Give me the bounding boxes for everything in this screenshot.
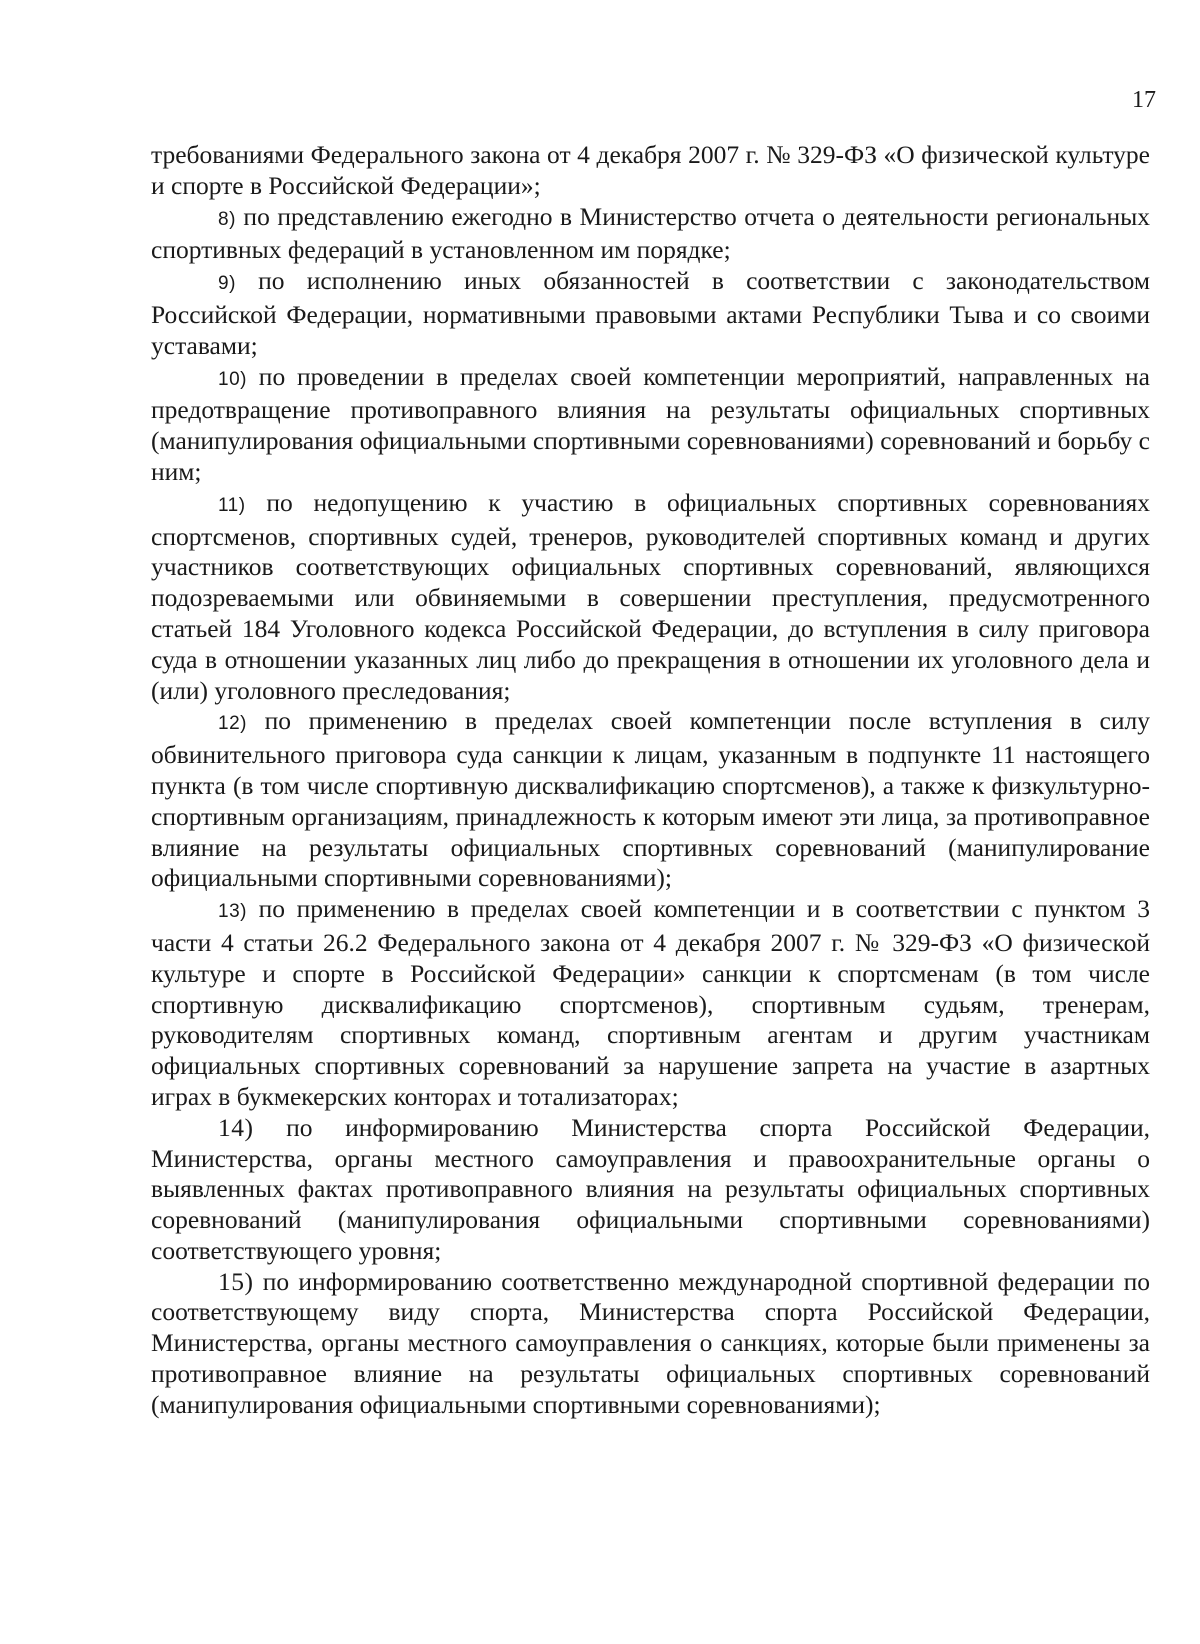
page-number: 17 xyxy=(1132,87,1156,113)
item-number: 14) xyxy=(218,1112,254,1142)
item-number: 13) xyxy=(218,901,247,923)
paragraph-text: по применению в пределах своей компетенции после вступления в силу обвинительного приговора суда санкции к лицам, указанным в подпункте 11 настоящего пункта (в том числе спортивную дисквалификацию спортсменов), а также к физкультурно-спортивным организациям, принадлежность к которым имеют эти лица, за противоправное влияние на результаты официальных спортивных соревнований (манипулирование официальными спортивными соревнованиями); xyxy=(151,706,1150,893)
paragraph-item-9 xyxy=(151,266,1150,361)
paragraph-item-11 xyxy=(151,488,1150,707)
item-number: 12) xyxy=(218,713,247,735)
paragraph-item-10 xyxy=(151,362,1150,488)
paragraph-text: по информированию соответственно международной спортивной федерации по соответствующему виду спорта, Министерства спорта Российской Федерации, Министерства, органы местного самоуправления о санкциях, которые были применены за противоправное влияние на результаты официальных спортивных соревнований (манипулирования официальными спортивными соревнованиями); xyxy=(151,1266,1151,1419)
paragraph-item-14 xyxy=(151,1113,1150,1267)
item-number: 8) xyxy=(218,208,236,230)
paragraph-text: требованиями Федерального закона от 4 декабря 2007 г. № 329-ФЗ «О физической культуре и спорте в Российской Федерации»; xyxy=(151,140,1150,200)
item-number: 11) xyxy=(218,494,246,516)
paragraph-text: по недопущению к участию в официальных спортивных соревнованиях спортсменов, спортивных судей, тренеров, руководителей спортивных команд и других участников соответствующих официальных спортивных соревнований, являющихся подозреваемыми или обвиняемыми в совершении преступления, предусмотренного статьей 184 Уголовного кодекса Российской Федерации, до вступления в силу приговора суда в отношении указанных лиц либо до прекращения в отношении их уголовного дела и (или) уголовного преследования; xyxy=(151,487,1151,705)
paragraph-text: по применению в пределах своей компетенции и в соответствии с пунктом 3 части 4 статьи 26.2 Федерального закона от 4 декабря 2007 г. № 329-ФЗ «О физической культуре и спорте в Российской Федерации» санкции к спортсменам (в том числе спортивную дисквалификацию спортсменов), спортивным судьям, тренерам, руководителям спортивных команд, спортивным агентам и другим участникам официальных спортивных соревнований за нарушение запрета на участие в азартных играх в букмекерских конторах и тотализаторах; xyxy=(151,894,1150,1111)
item-number: 9) xyxy=(218,273,236,295)
paragraph-item-8 xyxy=(151,202,1150,267)
paragraph-text: по информированию Министерства спорта Российской Федерации, Министерства, органы местного самоуправления и правоохранительные органы о выявленных фактах противоправного влияния на результаты официальных спортивных соревнований (манипулирования официальными спортивными соревнованиями) соответствующего уровня; xyxy=(151,1112,1150,1265)
item-number: 10) xyxy=(218,368,247,390)
paragraph-text: по проведении в пределах своей компетенции мероприятий, направленных на предотвращение противоправного влияния на результаты официальных спортивных (манипулирования официальными спортивными соревнованиями) соревнований и борьбу с ним; xyxy=(151,361,1151,486)
paragraph-text: по исполнению иных обязанностей в соответствии с законодательством Российской Федерации, нормативными правовыми актами Республики Тыва и со своими уставами; xyxy=(151,266,1150,360)
document-body xyxy=(151,140,1150,1421)
paragraph-item-13 xyxy=(151,894,1150,1113)
item-number: 15) xyxy=(218,1266,254,1296)
paragraph-continuation xyxy=(151,140,1150,202)
paragraph-item-15 xyxy=(151,1267,1150,1421)
paragraph-text: по представлению ежегодно в Министерство отчета о деятельности региональных спортивных федераций в установленном им порядке; xyxy=(151,201,1150,265)
paragraph-item-12 xyxy=(151,706,1150,894)
